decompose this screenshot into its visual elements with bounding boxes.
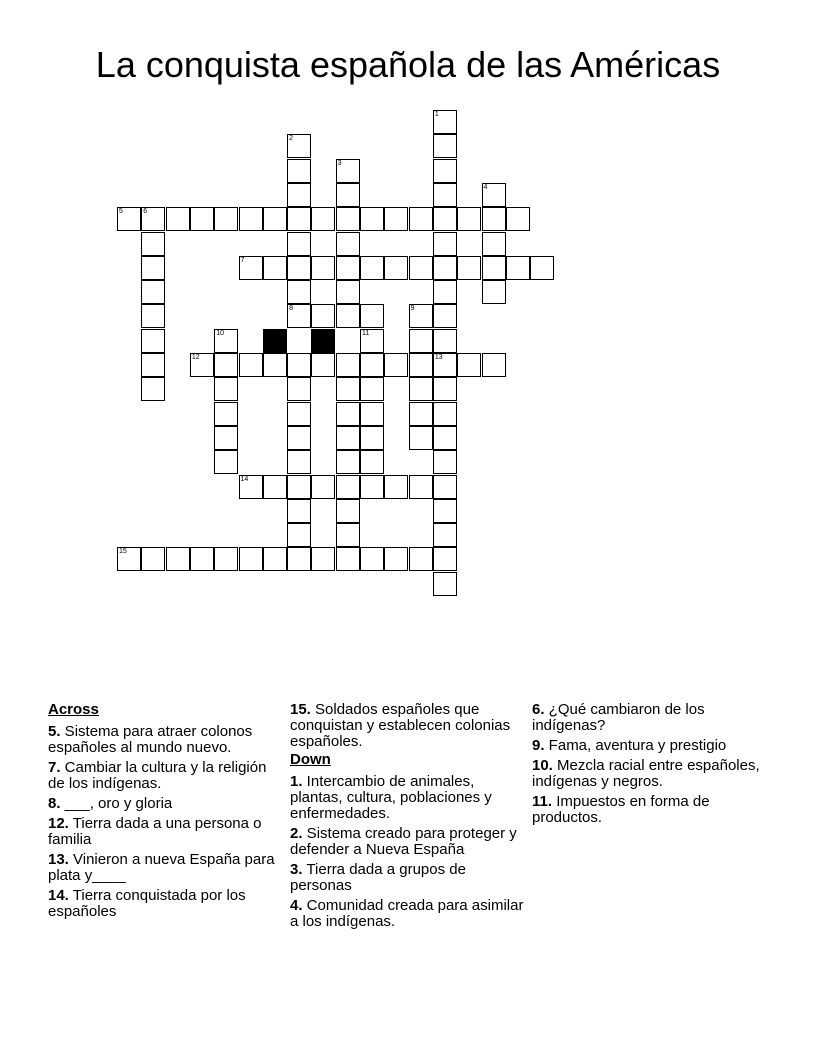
clue-number-label: 14 [240,475,249,483]
grid-cell[interactable] [287,475,311,499]
grid-cell[interactable] [433,256,457,280]
grid-cell[interactable] [360,475,384,499]
grid-cell[interactable] [336,207,360,231]
clue-text: Cambiar la cultura y la religión de los indígenas. [48,759,267,792]
grid-cell[interactable] [433,523,457,547]
clue-number-label: 11 [362,329,370,337]
grid-cell[interactable] [336,159,360,183]
grid-cell[interactable] [384,475,408,499]
grid-cell[interactable] [433,450,457,474]
grid-cell[interactable] [457,207,481,231]
grid-cell[interactable] [141,280,165,304]
clue-number: 8. [48,795,61,812]
grid-cell[interactable] [287,499,311,523]
grid-cell[interactable] [409,547,433,571]
clue-number-label: 6 [143,208,148,216]
grid-cell[interactable] [360,304,384,328]
grid-cell[interactable] [482,353,506,377]
grid-cell[interactable] [409,207,433,231]
grid-cell[interactable] [287,134,311,158]
clue-down-3 [290,862,526,894]
grid-cell[interactable] [384,207,408,231]
grid-cell[interactable] [190,547,214,571]
grid-cell[interactable] [482,207,506,231]
grid-cell[interactable] [263,353,287,377]
grid-cell[interactable] [117,547,141,571]
clue-text: Vinieron a nueva España para plata y____ [48,851,275,884]
clue-text: Impuestos en forma de productos. [532,793,710,826]
grid-cell[interactable] [287,232,311,256]
grid-cell[interactable] [287,256,311,280]
grid-cell[interactable] [287,207,311,231]
clue-number-label: 12 [191,354,200,361]
grid-cell[interactable] [457,353,481,377]
grid-cell[interactable] [214,426,238,450]
grid-cell[interactable] [311,547,335,571]
clue-down-11 [532,794,772,826]
grid-cell[interactable] [141,377,165,401]
grid-cell[interactable] [482,183,506,207]
grid-cell[interactable] [287,547,311,571]
clue-text: ___, oro y gloria [60,795,173,812]
clue-down-2 [290,826,526,858]
grid-cell[interactable] [433,159,457,183]
clue-across-15 [290,702,526,750]
grid-cell[interactable] [214,329,238,353]
grid-cell[interactable] [214,353,238,377]
grid-cell[interactable] [239,547,263,571]
clue-text: Mezcla racial entre españoles, indígenas y negros. [532,757,760,790]
grid-cell[interactable] [482,256,506,280]
grid-cell[interactable] [384,353,408,377]
grid-cell[interactable] [311,353,335,377]
grid-cell[interactable] [384,547,408,571]
grid-cell[interactable] [360,450,384,474]
clue-text: Tierra dada a grupos de personas [290,861,466,894]
grid-cell-black [263,329,287,353]
clue-text: Tierra conquistada por los españoles [48,887,246,920]
clue-number: 2. [290,825,303,842]
clue-number-label: 13 [434,354,443,361]
grid-cell[interactable] [360,426,384,450]
clue-text: Tierra dada a una persona o familia [48,815,262,848]
clue-number: 7. [48,759,61,776]
grid-cell[interactable] [141,547,165,571]
grid-cell[interactable] [336,304,360,328]
grid-cell[interactable] [482,232,506,256]
grid-cell[interactable] [190,207,214,231]
clue-text: Fama, aventura y prestigio [544,737,727,754]
grid-cell[interactable] [433,304,457,328]
grid-cell[interactable] [433,134,457,158]
clue-across-14 [48,888,278,920]
grid-cell[interactable] [141,329,165,353]
grid-cell[interactable] [141,232,165,256]
grid-cell[interactable] [433,426,457,450]
grid-cell[interactable] [311,256,335,280]
grid-cell[interactable] [433,329,457,353]
grid-cell[interactable] [214,547,238,571]
grid-cell[interactable] [409,329,433,353]
grid-cell[interactable] [360,402,384,426]
clue-down-6 [532,702,772,734]
grid-cell[interactable] [239,256,263,280]
grid-cell[interactable] [336,523,360,547]
clues-column-2 [290,702,526,934]
grid-cell[interactable] [433,377,457,401]
grid-cell[interactable] [360,256,384,280]
grid-cell[interactable] [433,183,457,207]
grid-cell[interactable] [433,547,457,571]
grid-cell[interactable] [506,256,530,280]
clue-across-12 [48,816,278,848]
grid-cell[interactable] [166,207,190,231]
across-heading: Across [48,701,99,718]
grid-cell[interactable] [141,207,165,231]
clue-text: Comunidad creada para asimilar a los indígenas. [290,897,524,930]
grid-cell[interactable] [530,256,554,280]
grid-cell[interactable] [336,232,360,256]
grid-cell[interactable] [336,450,360,474]
grid-cell[interactable] [239,207,263,231]
grid-cell[interactable] [409,353,433,377]
grid-cell[interactable] [506,207,530,231]
clue-number-label: 9 [410,305,415,313]
clue-number: 10. [532,757,553,774]
grid-cell[interactable] [287,426,311,450]
clue-across-13 [48,852,278,884]
clue-text: ¿Qué cambiaron de los indígenas? [532,701,705,734]
grid-cell[interactable] [360,547,384,571]
clue-number: 9. [532,737,545,754]
grid-cell[interactable] [336,280,360,304]
clue-text: Soldados españoles que conquistan y establecen colonias españoles. [290,701,511,750]
grid-cell[interactable] [287,304,311,328]
clues-column-1 [48,702,278,924]
clue-number-label: 15 [119,548,127,556]
clue-text: Sistema creado para proteger y defender a Nueva España [290,825,517,858]
grid-cell[interactable] [287,183,311,207]
grid-cell[interactable] [433,572,457,596]
grid-cell[interactable] [433,402,457,426]
grid-cell[interactable] [360,377,384,401]
clue-number-label: 4 [483,183,488,191]
grid-cell[interactable] [409,377,433,401]
grid-cell[interactable] [214,377,238,401]
grid-cell[interactable] [409,256,433,280]
page-title: La conquista española de las Américas [95,44,721,85]
clues-column-3 [532,702,772,830]
grid-cell[interactable] [141,353,165,377]
grid-cell[interactable] [287,353,311,377]
grid-cell[interactable] [141,304,165,328]
grid-cell[interactable] [287,280,311,304]
grid-cell[interactable] [239,475,263,499]
grid-cell[interactable] [433,475,457,499]
down-heading: Down [290,751,331,768]
grid-cell[interactable] [117,207,141,231]
grid-cell[interactable] [311,304,335,328]
clue-down-4 [290,898,526,930]
grid-cell[interactable] [287,159,311,183]
grid-cell[interactable] [287,402,311,426]
grid-cell[interactable] [287,523,311,547]
grid-cell-black [311,329,335,353]
grid-cell[interactable] [360,207,384,231]
clue-number: 4. [290,897,303,914]
grid-cell[interactable] [214,450,238,474]
grid-cell[interactable] [336,499,360,523]
clue-across-8 [48,796,278,812]
grid-cell[interactable] [336,256,360,280]
clue-down-9 [532,738,772,754]
clue-down-10 [532,758,772,790]
grid-cell[interactable] [336,402,360,426]
grid-cell[interactable] [141,256,165,280]
clue-number: 14. [48,887,69,904]
clue-number: 6. [532,701,545,718]
grid-cell[interactable] [433,499,457,523]
clue-number-label: 3 [337,159,342,167]
grid-cell[interactable] [409,426,433,450]
clue-number: 1. [290,773,303,790]
clue-across-5 [48,724,278,756]
grid-cell[interactable] [409,475,433,499]
grid-cell[interactable] [263,475,287,499]
grid-cell[interactable] [433,353,457,377]
clue-number: 15. [290,701,311,718]
grid-cell[interactable] [336,377,360,401]
grid-cell[interactable] [214,207,238,231]
grid-cell[interactable] [433,207,457,231]
grid-cell[interactable] [336,183,360,207]
grid-cell[interactable] [384,256,408,280]
grid-cell[interactable] [166,547,190,571]
grid-cell[interactable] [360,329,384,353]
clue-number: 3. [290,861,303,878]
grid-cell[interactable] [336,547,360,571]
clue-down-1 [290,774,526,822]
clue-number-label: 5 [119,208,123,216]
grid-cell[interactable] [409,402,433,426]
grid-cell[interactable] [287,450,311,474]
grid-cell[interactable] [482,280,506,304]
clue-number-label: 8 [289,305,293,313]
clue-across-7 [48,760,278,792]
clue-text: Intercambio de animales, plantas, cultura, poblaciones y enfermedades. [290,773,492,822]
grid-cell[interactable] [287,377,311,401]
grid-cell[interactable] [336,426,360,450]
grid-cell[interactable] [336,353,360,377]
grid-cell[interactable] [214,402,238,426]
clue-text: Sistema para atraer colonos españoles al mundo nuevo. [48,723,253,756]
grid-cell[interactable] [457,256,481,280]
grid-cell[interactable] [433,280,457,304]
grid-cell[interactable] [409,304,433,328]
grid-cell[interactable] [263,547,287,571]
clue-number-label: 7 [240,256,245,264]
grid-cell[interactable] [263,207,287,231]
grid-cell[interactable] [263,256,287,280]
grid-cell[interactable] [336,475,360,499]
grid-cell[interactable] [190,353,214,377]
grid-cell[interactable] [311,207,335,231]
clue-number: 13. [48,851,69,868]
grid-cell[interactable] [433,232,457,256]
clue-number-label: 10 [216,329,224,337]
clue-number-label: 1 [434,111,439,118]
clue-number-label: 2 [289,135,293,143]
clue-number: 11. [532,793,553,810]
grid-cell[interactable] [360,353,384,377]
grid-cell[interactable] [239,353,263,377]
clue-number: 5. [48,723,61,740]
clue-number: 12. [48,815,69,832]
grid-cell[interactable] [433,110,457,134]
grid-cell[interactable] [311,475,335,499]
